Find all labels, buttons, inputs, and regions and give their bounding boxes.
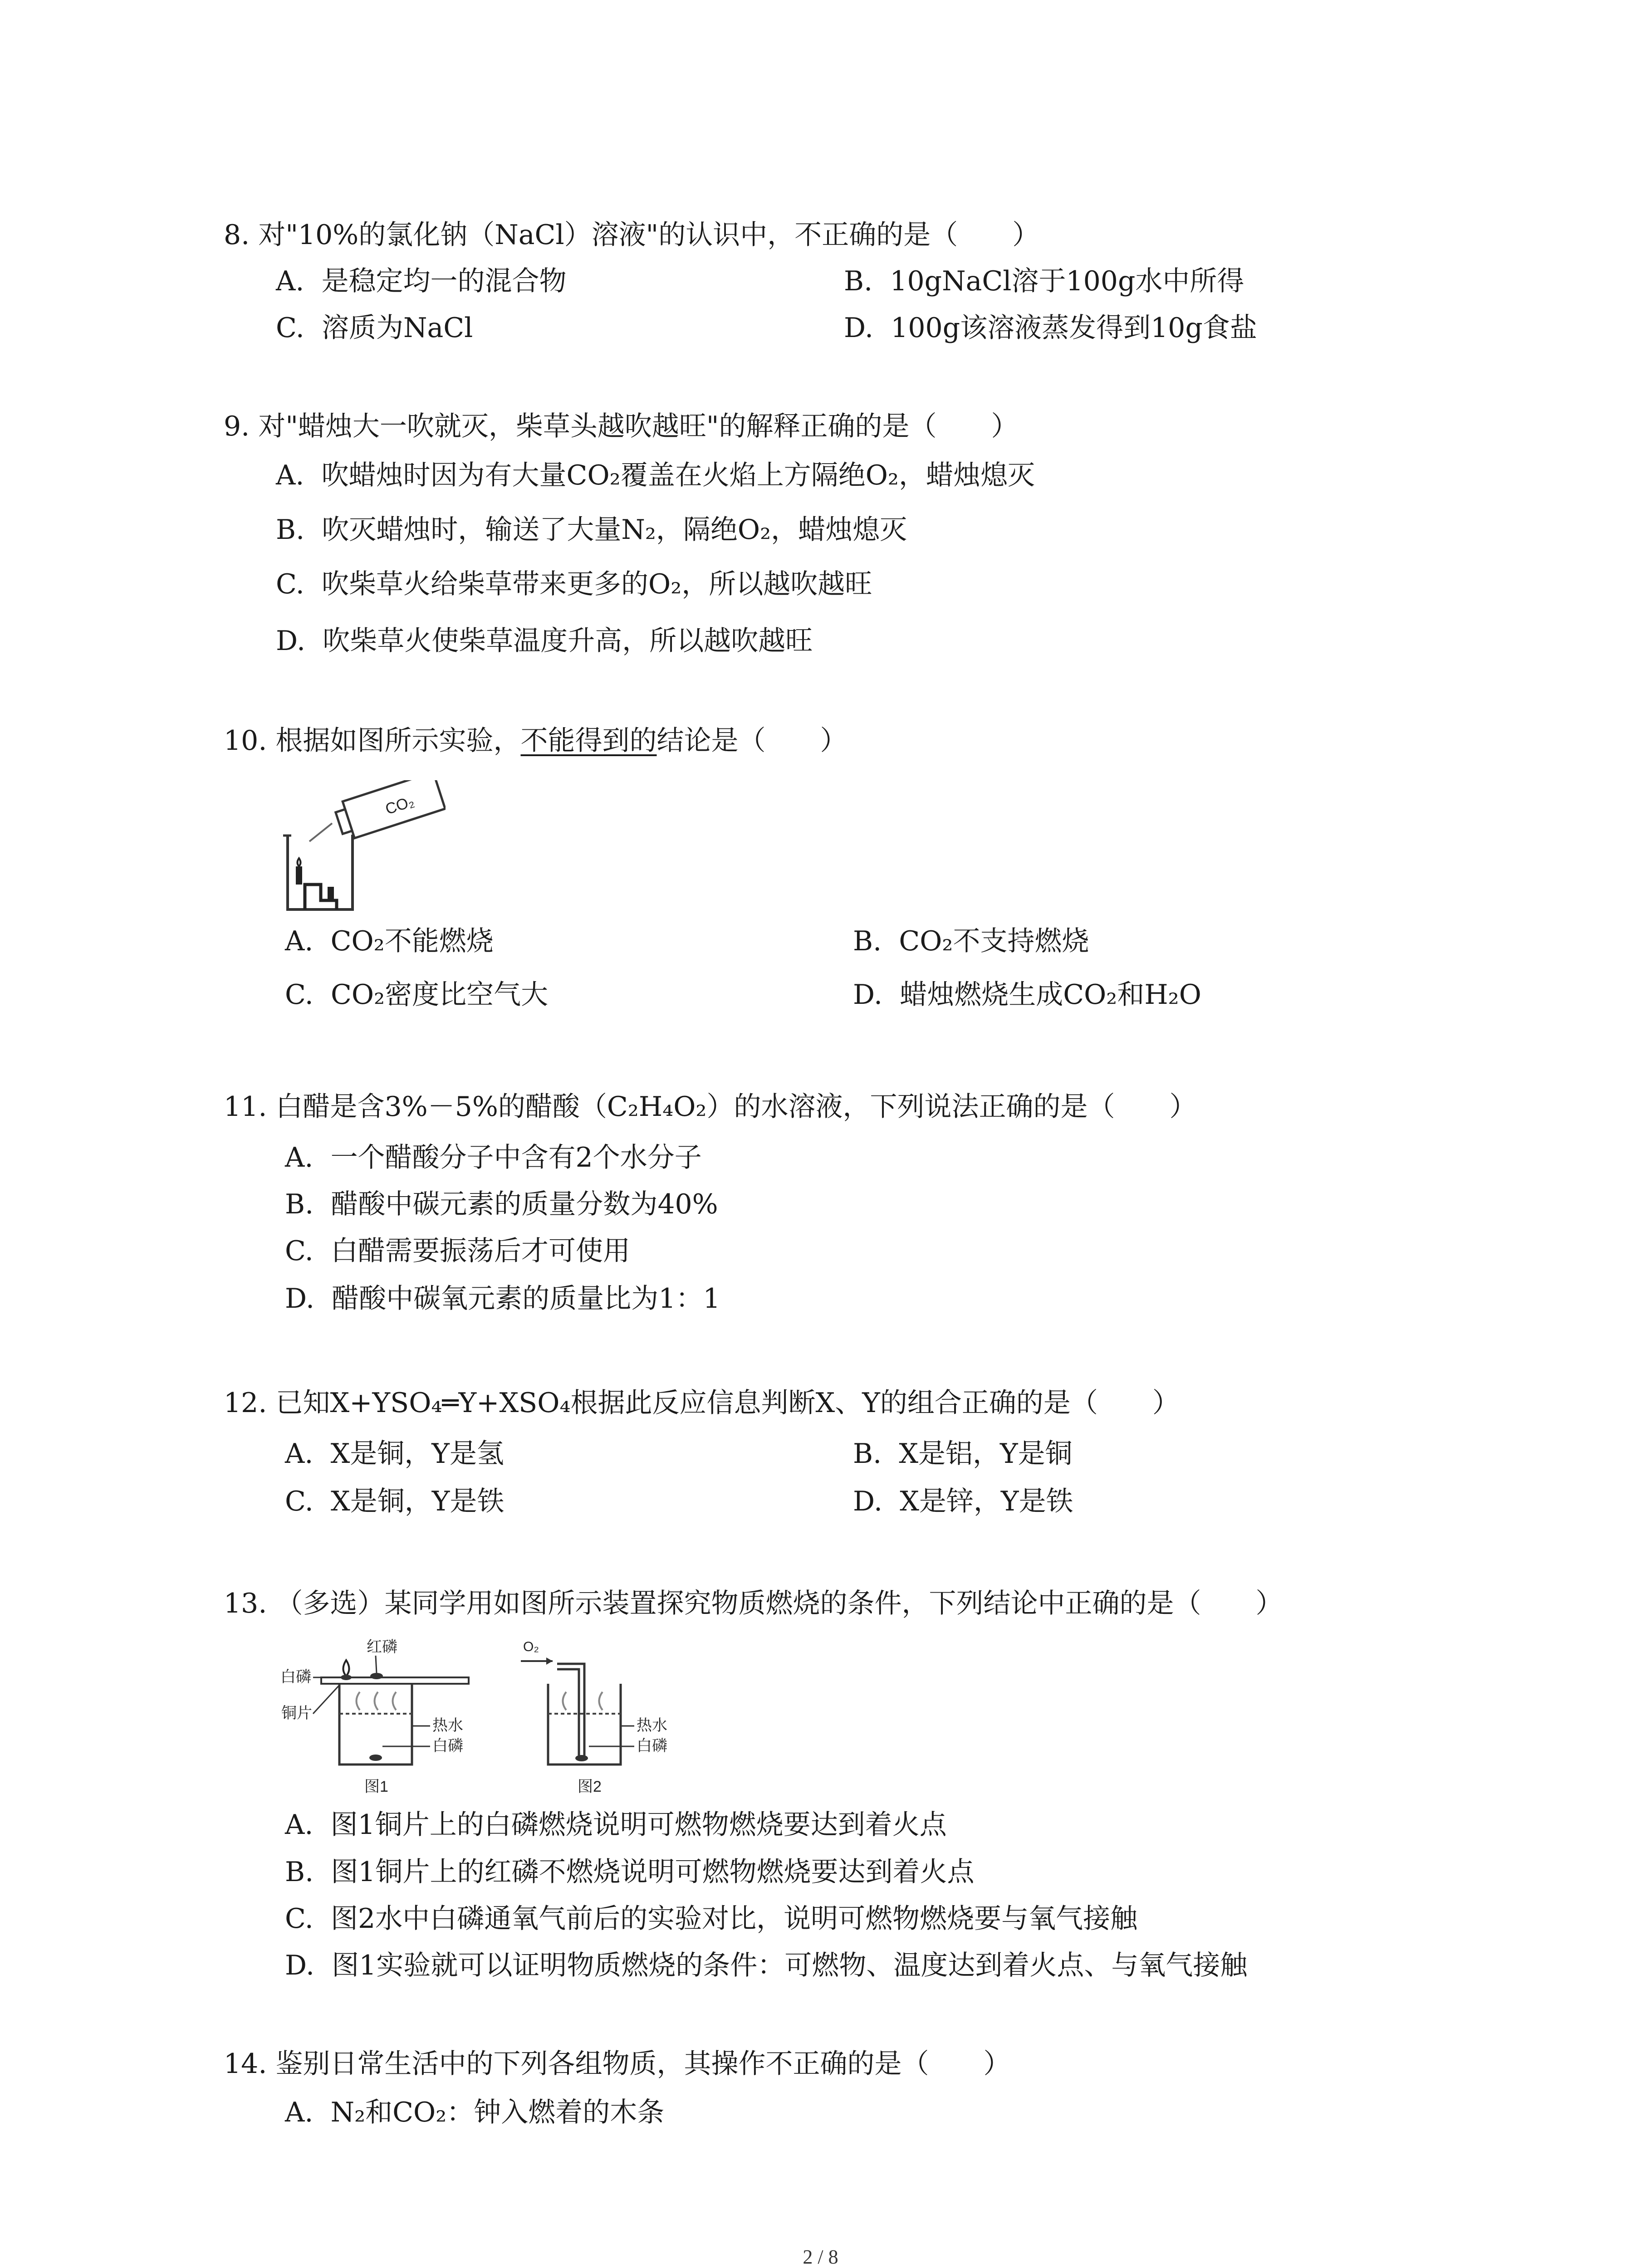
q10-option-a [285,925,494,957]
option-label: C. [276,312,304,344]
q9-stem-text: 对"蜡烛大一吹就灭，柴草头越吹越旺"的解释正确的是（ ） [258,411,1019,442]
q11-option-b [285,1188,718,1220]
option-label: D. [276,625,306,657]
option-text: 100g该溶液蒸发得到10g食盐 [891,312,1257,344]
label-copper-sheet: 铜片 [281,1705,312,1722]
label-red-phosphorus: 红磷 [367,1638,397,1656]
page-number: 2 / 8 [803,2246,838,2268]
q11-stem [224,1091,1197,1123]
option-label: C. [285,1486,314,1517]
option-text: 图2水中白磷通氧气前后的实验对比，说明可燃物燃烧要与氧气接触 [331,1903,1138,1935]
q9-option-c [276,568,872,600]
option-label: A. [276,459,304,491]
q13-option-b [285,1858,975,1886]
option-label: B. [844,265,873,297]
option-text: 吹蜡烛时因为有大量CO₂覆盖在火焰上方隔绝O₂，蜡烛熄灭 [321,459,1035,491]
gas-tube [557,1664,584,1755]
q8-option-b [844,265,1244,297]
option-text: CO₂不支持燃烧 [899,925,1089,957]
q13-figure [276,1633,720,1805]
option-label: A. [285,1438,314,1470]
candle-high [296,866,302,885]
q13-option-a [285,1809,947,1841]
option-text: 图1实验就可以证明物质燃烧的条件：可燃物、温度达到着火点、与氧气接触 [332,1950,1248,1981]
q10-figure [278,780,446,916]
flame-icon [343,1660,349,1676]
option-text: 溶质为NaCl [322,312,473,344]
q12-option-a [285,1438,504,1470]
option-label: B. [285,1856,314,1888]
option-label: D. [844,312,874,344]
option-text: 白醋需要振荡后才可使用 [331,1235,630,1267]
option-text: 吹柴草火给柴草带来更多的O₂，所以越吹越旺 [322,568,872,600]
q13-stem [224,1590,1283,1617]
figure-1 [280,1638,469,1795]
q10-stem-end: 结论是（ ） [656,725,847,757]
figure-2 [521,1639,667,1795]
q12-number: 12. [224,1387,267,1419]
q13-stem-text: （多选）某同学用如图所示装置探究物质燃烧的条件，下列结论中正确的是（ ） [275,1588,1283,1619]
option-label: C. [285,1903,314,1935]
option-label: B. [276,514,305,546]
q11-option-c [285,1237,630,1265]
option-text: CO₂密度比空气大 [331,979,549,1011]
q14-stem [224,2048,1011,2080]
q8-stem [224,221,1039,249]
q11-option-d [285,1283,720,1315]
q14-number: 14. [224,2048,267,2080]
q10-stem-text: 根据如图所示实验， [275,725,521,757]
option-text: CO₂不能燃烧 [330,925,494,957]
q14-option-a [285,2099,664,2126]
q11-stem-text: 白醋是含3%－5%的醋酸（C₂H₄O₂）的水溶液，下列说法正确的是（ ） [275,1091,1197,1123]
option-label: A. [285,925,314,957]
label-white-phosphorus-top: 白磷 [280,1668,311,1686]
q8-option-a [276,265,567,297]
option-label: A. [285,1809,314,1841]
q9-number: 9. [224,411,250,442]
q9-option-d [276,627,813,655]
q12-option-c [285,1488,504,1515]
q8-option-d [844,314,1257,342]
q9-option-b [276,514,907,546]
label-fig2: 图2 [578,1778,602,1795]
option-text: 吹柴草火使柴草温度升高，所以越吹越旺 [323,625,813,657]
q12-stem-text: 已知X+YSO₄═Y+XSO₄根据此反应信息判断X、Y的组合正确的是（ ） [275,1387,1180,1419]
option-label: C. [276,568,304,600]
option-text: X是铝，Y是铜 [899,1438,1073,1470]
label-white-phosphorus-2: 白磷 [637,1737,667,1755]
q10-option-c [285,979,549,1011]
option-label: A. [285,1142,314,1173]
q9-option-a [276,459,1035,491]
option-label: B. [853,925,882,957]
option-text: 10gNaCl溶于100g水中所得 [890,265,1244,297]
label-white-phosphorus-1: 白磷 [432,1737,463,1755]
option-label: D. [853,979,883,1011]
q10-stem [224,725,847,757]
co2-gas-jar [333,780,445,841]
option-label: A. [276,265,304,297]
q12-option-b [853,1438,1073,1470]
q13-option-d [285,1952,1247,1979]
q8-option-c [276,314,473,342]
q10-stem-underlined: 不能得到的 [520,725,657,757]
flame [298,858,301,866]
label-hot-water-2: 热水 [637,1717,667,1734]
q11-number: 11. [224,1091,267,1123]
option-text: X是铜，Y是氢 [330,1438,504,1470]
option-text: X是锌，Y是铁 [900,1486,1073,1517]
label-o2: O₂ [523,1639,539,1654]
q13-number: 13. [224,1588,267,1619]
q9-stem [224,413,1019,440]
option-text: 一个醋酸分子中含有2个水分子 [330,1142,702,1173]
candle-low [328,887,334,900]
option-text: 是稳定均一的混合物 [321,265,567,297]
label-hot-water-1: 热水 [432,1717,463,1734]
q8-number: 8. [224,219,250,251]
option-label: C. [285,979,314,1011]
option-label: C. [285,1235,314,1267]
q12-option-d [853,1488,1073,1515]
q10-option-d [853,979,1201,1011]
option-label: B. [853,1438,882,1470]
option-text: 图1铜片上的红磷不燃烧说明可燃物燃烧要达到着火点 [331,1856,975,1888]
co2-label: CO₂ [383,792,416,818]
option-label: D. [285,1283,315,1315]
q8-stem-text: 对"10%的氯化钠（NaCl）溶液"的认识中，不正确的是（ ） [258,219,1040,251]
q12-stem [224,1389,1180,1417]
q13-option-c [285,1903,1138,1935]
option-text: 醋酸中碳元素的质量分数为40% [331,1188,718,1220]
option-text: 蜡烛燃烧生成CO₂和H₂O [900,979,1201,1011]
option-label: D. [853,1486,883,1517]
q11-option-a [285,1144,702,1171]
option-text: 醋酸中碳氧元素的质量比为1：1 [332,1283,720,1315]
option-text: X是铜，Y是铁 [331,1486,505,1517]
option-text: 吹灭蜡烛时，输送了大量N₂，隔绝O₂，蜡烛熄灭 [322,514,907,546]
option-label: B. [285,1188,314,1220]
option-text: N₂和CO₂：钟入燃着的木条 [330,2097,665,2128]
option-label: D. [285,1950,315,1981]
option-text: 图1铜片上的白磷燃烧说明可燃物燃烧要达到着火点 [330,1809,947,1841]
q10-option-b [853,925,1089,957]
q10-number: 10. [224,725,267,757]
label-fig1: 图1 [364,1778,388,1795]
q14-stem-text: 鉴别日常生活中的下列各组物质，其操作不正确的是（ ） [275,2048,1011,2080]
option-label: A. [285,2097,314,2128]
